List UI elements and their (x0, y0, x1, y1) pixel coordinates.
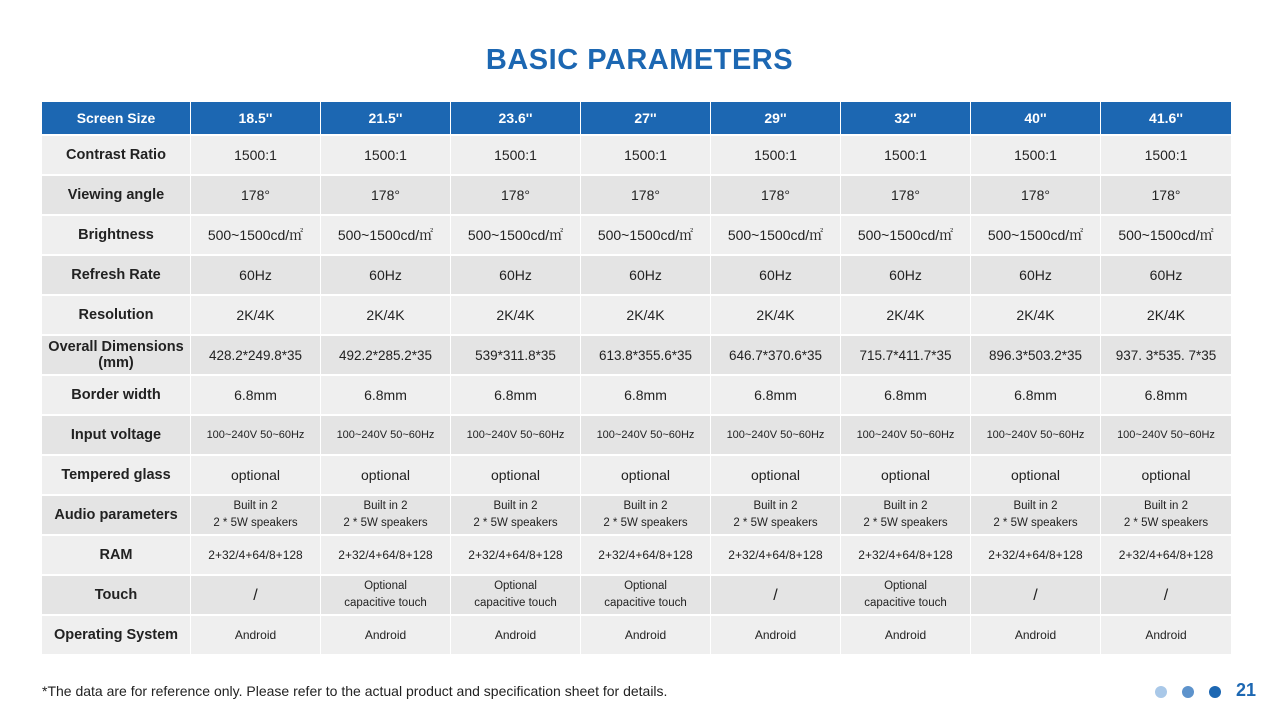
header-cell: 18.5'' (191, 102, 321, 136)
row-label: Border width (42, 376, 191, 416)
table-cell: optional (451, 456, 581, 496)
table-cell: 1500:1 (581, 136, 711, 176)
table-cell (321, 576, 451, 616)
table-cell: 2K/4K (321, 296, 451, 336)
cell-line: capacitive touch (344, 597, 427, 609)
cell-line: / (773, 586, 778, 604)
table-cell: Android (841, 616, 971, 656)
row-label: Overall Dimensions (mm) (42, 336, 191, 376)
table-cell: 6.8mm (841, 376, 971, 416)
row-label: Audio parameters (42, 496, 191, 536)
row-label: Resolution (42, 296, 191, 336)
cell-line: / (253, 586, 258, 604)
table-cell (191, 496, 321, 536)
table-cell: 2K/4K (841, 296, 971, 336)
table-cell: 60Hz (711, 256, 841, 296)
table-cell (971, 576, 1101, 616)
row-label: Touch (42, 576, 191, 616)
table-cell (191, 576, 321, 616)
table-cell: 500~1500cd/㎡ (451, 216, 581, 256)
table-row (42, 176, 1232, 216)
table-cell: 492.2*285.2*35 (321, 336, 451, 376)
table-cell: 6.8mm (711, 376, 841, 416)
table-cell (581, 496, 711, 536)
row-label: RAM (42, 536, 191, 576)
cell-line: Optional (494, 580, 537, 592)
header-cell: 29'' (711, 102, 841, 136)
cell-line: Built in 2 (753, 500, 798, 512)
table-cell: 100~240V 50~60Hz (321, 416, 451, 456)
table-cell: 60Hz (191, 256, 321, 296)
table-cell (451, 576, 581, 616)
table-cell: 6.8mm (971, 376, 1101, 416)
table-cell (841, 496, 971, 536)
row-label: Operating System (42, 616, 191, 656)
table-cell (581, 576, 711, 616)
table-cell: 896.3*503.2*35 (971, 336, 1101, 376)
table-cell: 2+32/4+64/8+128 (1101, 536, 1232, 576)
cell-line: Optional (884, 580, 927, 592)
table-row (42, 136, 1232, 176)
table-cell: 100~240V 50~60Hz (841, 416, 971, 456)
table-cell: 60Hz (841, 256, 971, 296)
table-cell: 178° (581, 176, 711, 216)
table-cell: Android (711, 616, 841, 656)
row-label: Refresh Rate (42, 256, 191, 296)
row-label: Tempered glass (42, 456, 191, 496)
table-cell: 2K/4K (711, 296, 841, 336)
table-cell: optional (1101, 456, 1232, 496)
cell-line: capacitive touch (474, 597, 557, 609)
table-cell: 178° (451, 176, 581, 216)
table-cell: 2K/4K (581, 296, 711, 336)
table-cell: 60Hz (451, 256, 581, 296)
table-cell: 100~240V 50~60Hz (1101, 416, 1232, 456)
table-cell: 2K/4K (971, 296, 1101, 336)
table-cell: optional (841, 456, 971, 496)
table-cell: 60Hz (1101, 256, 1232, 296)
table-cell: 60Hz (971, 256, 1101, 296)
table-cell: 60Hz (581, 256, 711, 296)
table-cell: 937. 3*535. 7*35 (1101, 336, 1232, 376)
cell-line: / (1033, 586, 1038, 604)
row-label: Viewing angle (42, 176, 191, 216)
table-cell: 715.7*411.7*35 (841, 336, 971, 376)
table-row (42, 256, 1232, 296)
cell-line: 2 * 5W speakers (733, 517, 818, 529)
cell-line: Built in 2 (233, 500, 278, 512)
spec-table (42, 102, 1232, 656)
table-cell: 100~240V 50~60Hz (191, 416, 321, 456)
table-cell: 2K/4K (191, 296, 321, 336)
header-cell: Screen Size (42, 102, 191, 136)
table-cell: 1500:1 (841, 136, 971, 176)
page-dot (1182, 686, 1194, 698)
header-cell: 32'' (841, 102, 971, 136)
table-cell: 2+32/4+64/8+128 (581, 536, 711, 576)
page-number: 21 (1236, 680, 1257, 700)
spec-table-body (42, 136, 1232, 656)
page-dot (1155, 686, 1167, 698)
table-cell: Android (971, 616, 1101, 656)
table-cell: 60Hz (321, 256, 451, 296)
table-cell: 1500:1 (451, 136, 581, 176)
row-label: Brightness (42, 216, 191, 256)
table-cell: 2+32/4+64/8+128 (321, 536, 451, 576)
table-cell: 500~1500cd/㎡ (841, 216, 971, 256)
table-cell: 2K/4K (1101, 296, 1232, 336)
table-cell: 2+32/4+64/8+128 (451, 536, 581, 576)
cell-line: 2 * 5W speakers (603, 517, 688, 529)
table-row (42, 496, 1232, 536)
table-cell: 2+32/4+64/8+128 (841, 536, 971, 576)
table-cell: 2+32/4+64/8+128 (971, 536, 1101, 576)
table-cell: Android (321, 616, 451, 656)
cell-line: Built in 2 (883, 500, 928, 512)
table-cell: 178° (711, 176, 841, 216)
table-row (42, 456, 1232, 496)
table-cell: 100~240V 50~60Hz (451, 416, 581, 456)
table-cell: 178° (321, 176, 451, 216)
table-cell: 2+32/4+64/8+128 (191, 536, 321, 576)
cell-line: 2 * 5W speakers (473, 517, 558, 529)
table-cell: 178° (1101, 176, 1232, 216)
table-cell: 1500:1 (191, 136, 321, 176)
cell-line: Built in 2 (623, 500, 668, 512)
table-cell: Android (1101, 616, 1232, 656)
page-dot (1209, 686, 1221, 698)
table-cell (711, 576, 841, 616)
table-cell (711, 496, 841, 536)
table-cell: 428.2*249.8*35 (191, 336, 321, 376)
row-label: Contrast Ratio (42, 136, 191, 176)
table-cell: 178° (971, 176, 1101, 216)
cell-line: / (1163, 586, 1169, 604)
table-row (42, 616, 1232, 656)
table-cell: optional (191, 456, 321, 496)
header-cell: 21.5'' (321, 102, 451, 136)
table-row (42, 296, 1232, 336)
table-cell: 1500:1 (971, 136, 1101, 176)
table-cell: 500~1500cd/㎡ (581, 216, 711, 256)
table-cell: 539*311.8*35 (451, 336, 581, 376)
table-row (42, 576, 1232, 616)
cell-line: Optional (624, 580, 667, 592)
row-label: Input voltage (42, 416, 191, 456)
table-cell: 100~240V 50~60Hz (971, 416, 1101, 456)
table-cell: 100~240V 50~60Hz (581, 416, 711, 456)
table-cell: optional (321, 456, 451, 496)
table-cell: Android (451, 616, 581, 656)
cell-line: Optional (364, 580, 407, 592)
table-cell (321, 496, 451, 536)
table-cell: 1500:1 (1101, 136, 1232, 176)
table-cell: 6.8mm (451, 376, 581, 416)
header-row (42, 102, 1232, 136)
cell-line: Built in 2 (1143, 500, 1189, 512)
cell-line: capacitive touch (864, 597, 947, 609)
cell-line: Built in 2 (363, 500, 408, 512)
cell-line: 2 * 5W speakers (863, 517, 948, 529)
table-cell (451, 496, 581, 536)
table-row (42, 376, 1232, 416)
table-row (42, 336, 1232, 376)
header-cell: 23.6'' (451, 102, 581, 136)
table-cell: optional (581, 456, 711, 496)
table-cell (1101, 576, 1232, 616)
table-cell: 6.8mm (1101, 376, 1232, 416)
table-cell: Android (191, 616, 321, 656)
table-row (42, 416, 1232, 456)
table-cell: 6.8mm (191, 376, 321, 416)
table-row (42, 536, 1232, 576)
table-cell: optional (711, 456, 841, 496)
header-cell: 41.6'' (1101, 102, 1232, 136)
table-cell (971, 496, 1101, 536)
table-cell: Android (581, 616, 711, 656)
cell-line: 2 * 5W speakers (1123, 517, 1209, 529)
table-cell: 646.7*370.6*35 (711, 336, 841, 376)
table-cell: 1500:1 (321, 136, 451, 176)
table-cell: 613.8*355.6*35 (581, 336, 711, 376)
table-cell: 500~1500cd/㎡ (711, 216, 841, 256)
cell-line: Built in 2 (1013, 500, 1058, 512)
table-cell: 500~1500cd/㎡ (321, 216, 451, 256)
cell-line: 2 * 5W speakers (213, 517, 298, 529)
header-cell: 40'' (971, 102, 1101, 136)
table-cell: 500~1500cd/㎡ (1101, 216, 1232, 256)
cell-line: 2 * 5W speakers (343, 517, 428, 529)
cell-line: Built in 2 (493, 500, 538, 512)
header-cell: 27'' (581, 102, 711, 136)
table-cell: 2+32/4+64/8+128 (711, 536, 841, 576)
table-cell: 1500:1 (711, 136, 841, 176)
table-cell (1101, 496, 1232, 536)
footnote: *The data are for reference only. Please refer to the actual product and specification sheet for details. (42, 683, 668, 699)
table-cell: 500~1500cd/㎡ (971, 216, 1101, 256)
table-cell: 6.8mm (321, 376, 451, 416)
table-cell: 178° (841, 176, 971, 216)
table-cell: 2K/4K (451, 296, 581, 336)
table-cell: 178° (191, 176, 321, 216)
table-cell: optional (971, 456, 1101, 496)
table-cell (841, 576, 971, 616)
table-cell: 500~1500cd/㎡ (191, 216, 321, 256)
table-cell: 6.8mm (581, 376, 711, 416)
table-cell: 100~240V 50~60Hz (711, 416, 841, 456)
cell-line: 2 * 5W speakers (993, 517, 1078, 529)
page-title: BASIC PARAMETERS (485, 44, 794, 76)
cell-line: capacitive touch (604, 597, 687, 609)
table-row (42, 216, 1232, 256)
